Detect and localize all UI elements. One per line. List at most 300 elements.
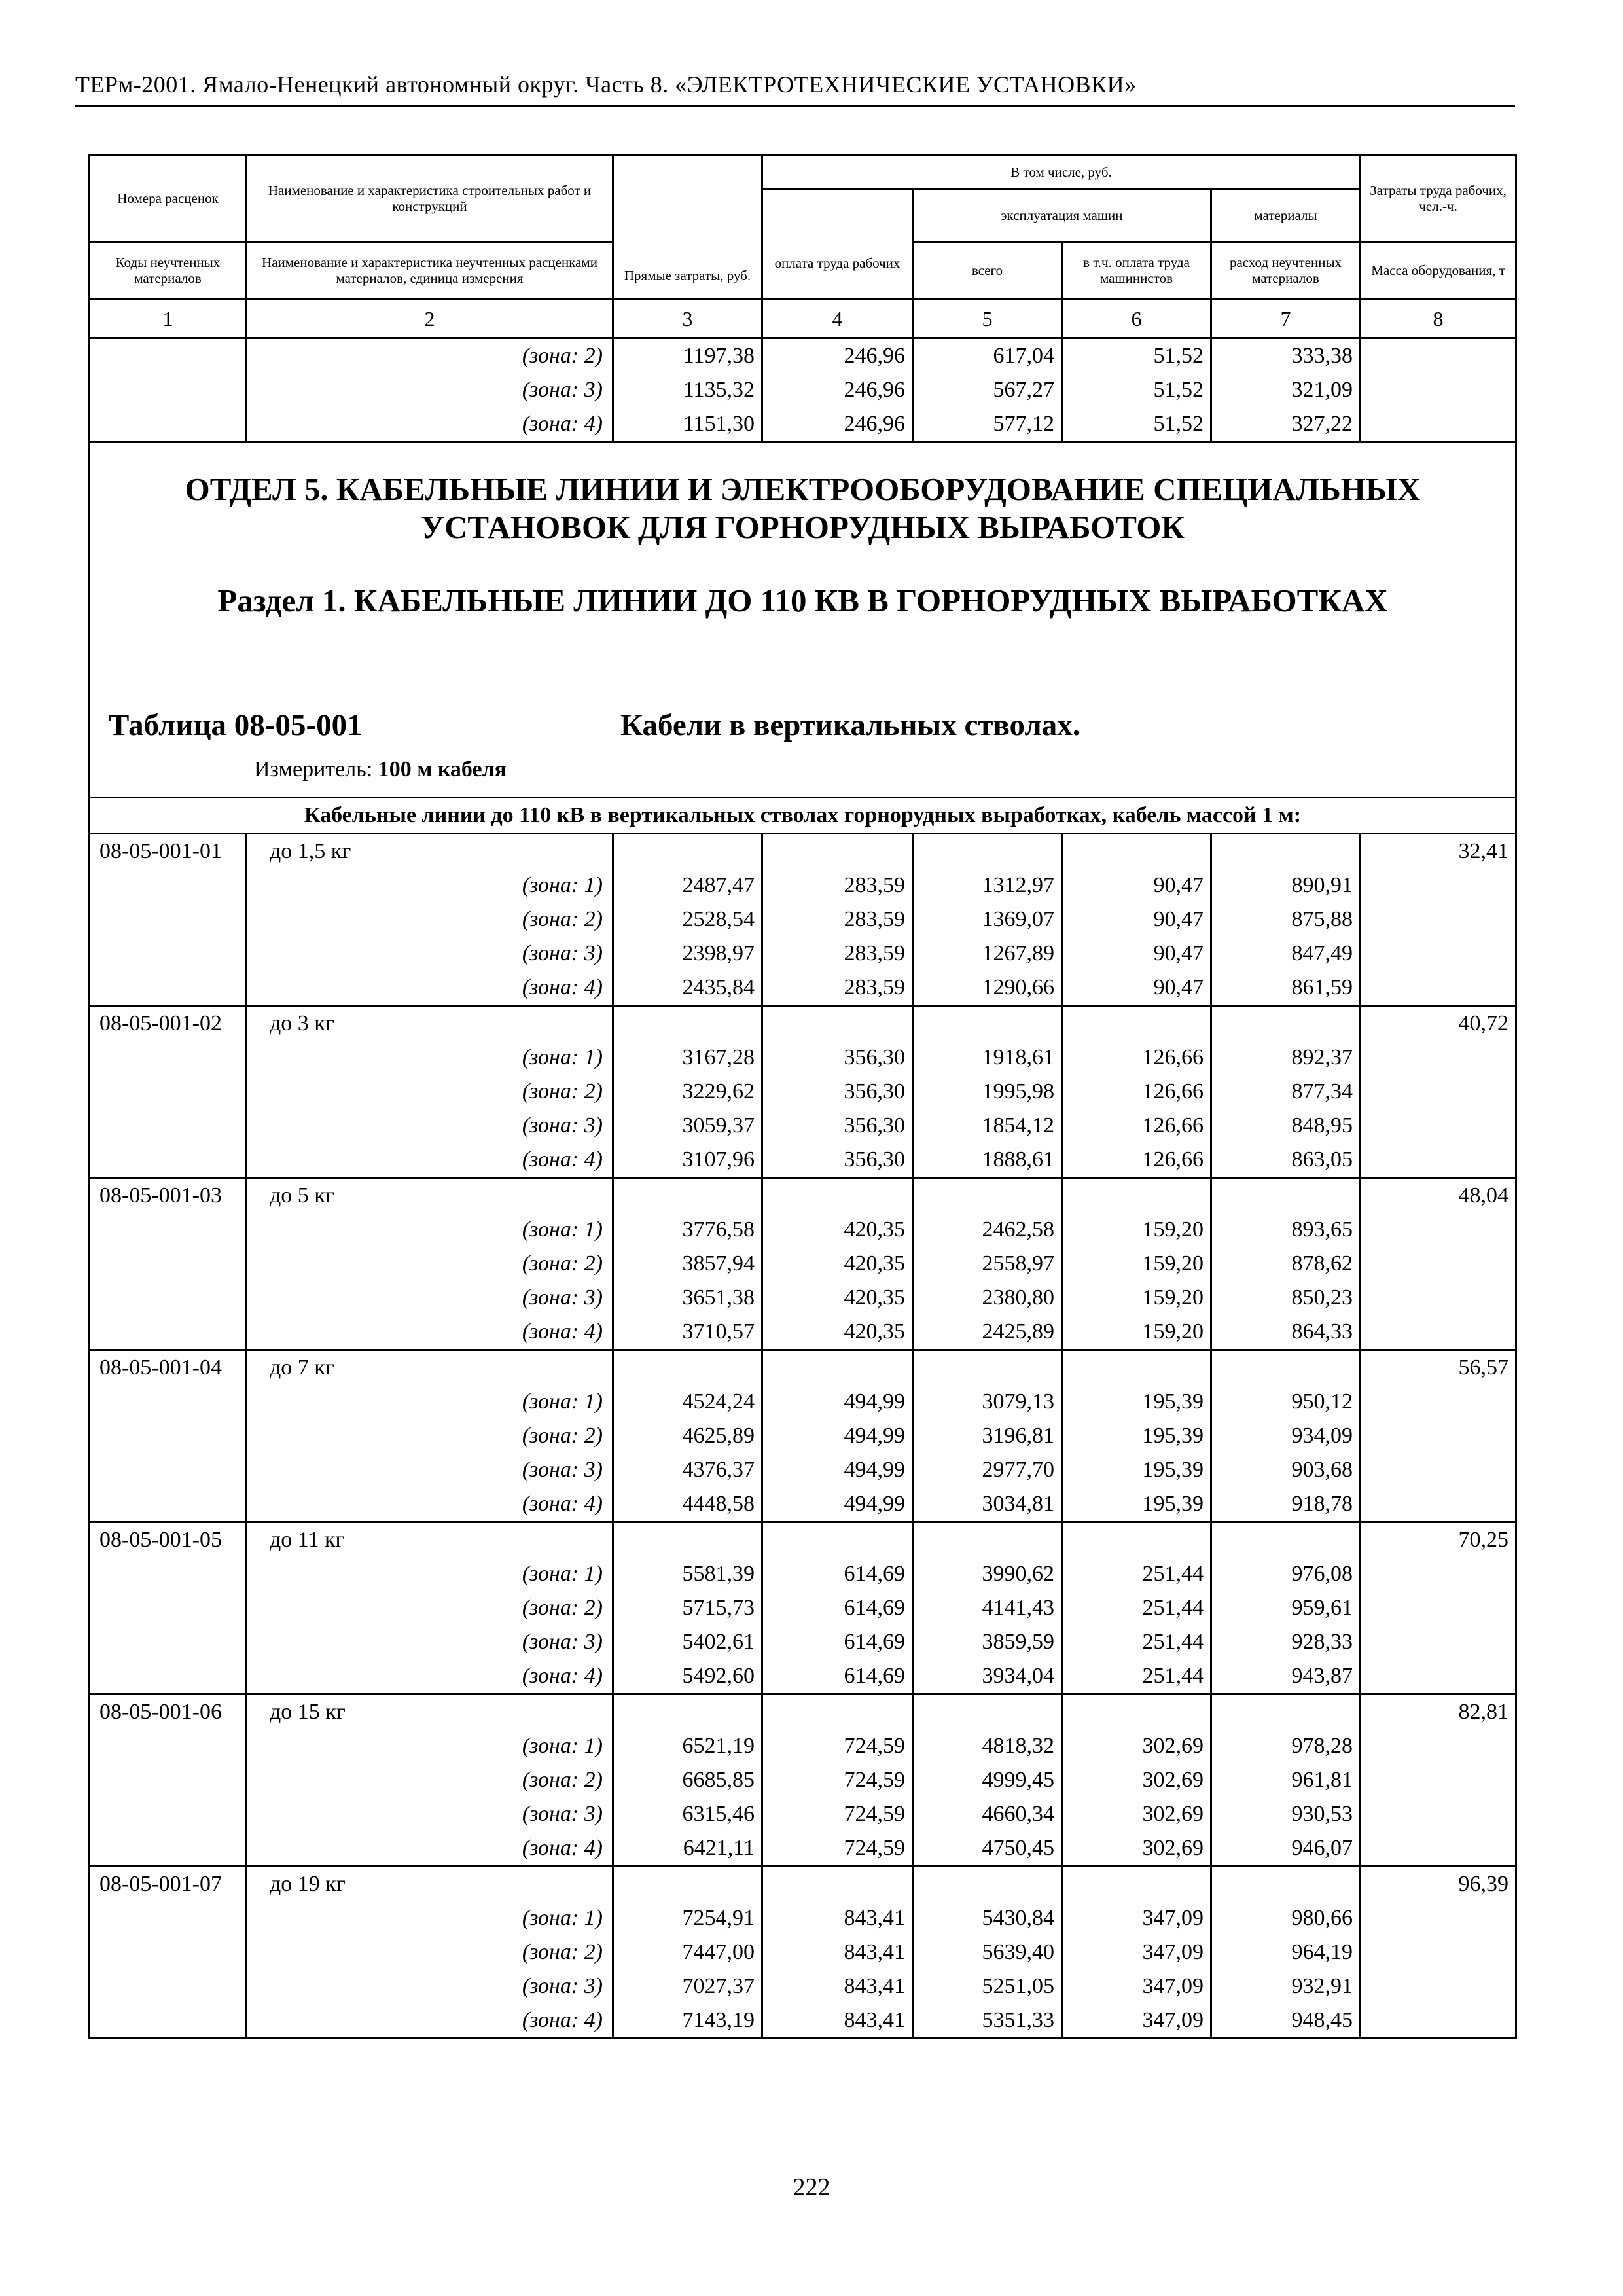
- machines-total-cell: 2425,89: [913, 1315, 1062, 1350]
- worker-pay-cell: 614,69: [762, 1625, 913, 1659]
- materials-cell: 976,08: [1211, 1557, 1361, 1591]
- table-caption: Кабельные линии до 110 кВ в вертикальных стволах горнорудных выработках, кабель массой 1 м:: [90, 798, 1516, 834]
- header-materials: материалы: [1211, 190, 1361, 242]
- zone-label: (зона: 2): [247, 1935, 613, 1969]
- rate-code: [90, 1247, 247, 1281]
- materials-cell: 863,05: [1211, 1143, 1361, 1178]
- unit-line: [254, 757, 507, 782]
- table-row: [90, 407, 1516, 442]
- operator-pay-cell: 251,44: [1062, 1591, 1211, 1625]
- worker-pay-cell: 724,59: [762, 1729, 913, 1763]
- machines-total-cell: 3079,13: [913, 1385, 1062, 1419]
- materials-cell: 964,19: [1211, 1935, 1361, 1969]
- empty-cell: [613, 1350, 762, 1386]
- direct-costs-cell: 3107,96: [613, 1143, 762, 1178]
- zone-label: (зона: 1): [247, 1385, 613, 1419]
- machines-total-cell: 1854,12: [913, 1109, 1062, 1143]
- rate-code: [90, 1797, 247, 1831]
- materials-cell: 934,09: [1211, 1419, 1361, 1453]
- operator-pay-cell: 251,44: [1062, 1659, 1211, 1695]
- machines-total-cell: 5639,40: [913, 1935, 1062, 1969]
- operator-pay-cell: 251,44: [1062, 1625, 1211, 1659]
- item-head-row: [90, 1350, 1516, 1386]
- rate-code: [90, 1385, 247, 1419]
- worker-pay-cell: 420,35: [762, 1281, 913, 1315]
- zone-label: (зона: 2): [247, 903, 613, 937]
- rate-code: [90, 1557, 247, 1591]
- operator-pay-cell: 195,39: [1062, 1385, 1211, 1419]
- operator-pay-cell: 126,66: [1062, 1143, 1211, 1178]
- materials-cell: 848,95: [1211, 1109, 1361, 1143]
- zone-label: (зона: 3): [247, 373, 613, 407]
- operator-pay-cell: 90,47: [1062, 903, 1211, 937]
- worker-pay-cell: 724,59: [762, 1763, 913, 1797]
- table-row: [90, 1729, 1516, 1763]
- machines-total-cell: 4660,34: [913, 1797, 1062, 1831]
- labor-cell: [1361, 1281, 1516, 1315]
- table-row: [90, 1625, 1516, 1659]
- header-material-codes: Коды неучтенных материалов: [90, 242, 247, 300]
- empty-cell: [913, 1350, 1062, 1386]
- labor-cell: [1361, 1213, 1516, 1247]
- operator-pay-cell: 126,66: [1062, 1041, 1211, 1075]
- labor-cell: [1361, 338, 1516, 374]
- empty-cell: [1211, 834, 1361, 869]
- machines-total-cell: 617,04: [913, 338, 1062, 374]
- header-operator-pay: в т.ч. оплата труда машинистов: [1062, 242, 1211, 300]
- empty-cell: [1062, 1350, 1211, 1386]
- empty-cell: [762, 1695, 913, 1730]
- header-material-consumption: расход неучтенных материалов: [1211, 242, 1361, 300]
- materials-cell: 918,78: [1211, 1487, 1361, 1522]
- direct-costs-cell: 5581,39: [613, 1557, 762, 1591]
- item-head-row: [90, 1522, 1516, 1558]
- item-head-row: [90, 1178, 1516, 1213]
- labor-cell: [1361, 1487, 1516, 1522]
- empty-cell: [1062, 1867, 1211, 1902]
- machines-total-cell: 1312,97: [913, 869, 1062, 903]
- direct-costs-cell: 4376,37: [613, 1453, 762, 1487]
- direct-costs-cell: 3710,57: [613, 1315, 762, 1350]
- machines-total-cell: 2977,70: [913, 1453, 1062, 1487]
- worker-pay-cell: 724,59: [762, 1797, 913, 1831]
- table-row: [90, 1385, 1516, 1419]
- materials-cell: 333,38: [1211, 338, 1361, 374]
- empty-cell: [1062, 1522, 1211, 1558]
- operator-pay-cell: 302,69: [1062, 1831, 1211, 1867]
- table-row: [90, 1315, 1516, 1350]
- materials-cell: 943,87: [1211, 1659, 1361, 1695]
- labor-cell: [1361, 903, 1516, 937]
- machines-total-cell: 3859,59: [913, 1625, 1062, 1659]
- direct-costs-cell: 2528,54: [613, 903, 762, 937]
- labor-cell: 56,57: [1361, 1350, 1516, 1386]
- direct-costs-cell: 1151,30: [613, 407, 762, 442]
- direct-costs-cell: 6685,85: [613, 1763, 762, 1797]
- direct-costs-cell: 3651,38: [613, 1281, 762, 1315]
- table-row: [90, 869, 1516, 903]
- labor-cell: [1361, 1659, 1516, 1695]
- empty-cell: [1211, 1867, 1361, 1902]
- operator-pay-cell: 51,52: [1062, 338, 1211, 374]
- table-row: [90, 1487, 1516, 1522]
- zone-label: (зона: 3): [247, 1109, 613, 1143]
- work-name: до 3 кг: [247, 1006, 613, 1041]
- zone-label: (зона: 2): [247, 1075, 613, 1109]
- worker-pay-cell: 356,30: [762, 1075, 913, 1109]
- column-number: 4: [762, 300, 913, 338]
- direct-costs-cell: 5402,61: [613, 1625, 762, 1659]
- machines-total-cell: 567,27: [913, 373, 1062, 407]
- machines-total-cell: 3934,04: [913, 1659, 1062, 1695]
- materials-cell: 878,62: [1211, 1247, 1361, 1281]
- machines-total-cell: 5351,33: [913, 2003, 1062, 2039]
- rate-code: 08-05-001-06: [90, 1695, 247, 1730]
- table-row: [90, 1591, 1516, 1625]
- operator-pay-cell: 159,20: [1062, 1213, 1211, 1247]
- empty-cell: [613, 1178, 762, 1213]
- direct-costs-cell: 3776,58: [613, 1213, 762, 1247]
- direct-costs-cell: 1197,38: [613, 338, 762, 374]
- empty-cell: [1062, 1178, 1211, 1213]
- direct-costs-cell: 3167,28: [613, 1041, 762, 1075]
- empty-cell: [762, 834, 913, 869]
- labor-cell: [1361, 1625, 1516, 1659]
- work-name: до 5 кг: [247, 1178, 613, 1213]
- empty-cell: [913, 1006, 1062, 1041]
- direct-costs-cell: 5715,73: [613, 1591, 762, 1625]
- rate-code: 08-05-001-02: [90, 1006, 247, 1041]
- rate-code: [90, 1453, 247, 1487]
- table-row: [90, 1041, 1516, 1075]
- zone-label: (зона: 3): [247, 937, 613, 971]
- materials-cell: 950,12: [1211, 1385, 1361, 1419]
- table-row: [90, 1797, 1516, 1831]
- rate-code: 08-05-001-01: [90, 834, 247, 869]
- table-row: [90, 903, 1516, 937]
- worker-pay-cell: 494,99: [762, 1385, 913, 1419]
- materials-cell: 946,07: [1211, 1831, 1361, 1867]
- zone-label: (зона: 1): [247, 1901, 613, 1935]
- rate-code: 08-05-001-04: [90, 1350, 247, 1386]
- worker-pay-cell: 420,35: [762, 1315, 913, 1350]
- header-work-name: Наименование и характеристика строительных работ и конструкций: [247, 156, 613, 242]
- labor-cell: [1361, 2003, 1516, 2039]
- empty-cell: [1211, 1350, 1361, 1386]
- table-row: [90, 971, 1516, 1006]
- rate-code: [90, 1213, 247, 1247]
- zone-label: (зона: 2): [247, 1591, 613, 1625]
- table-row: [90, 1557, 1516, 1591]
- operator-pay-cell: 195,39: [1062, 1487, 1211, 1522]
- rate-code: [90, 869, 247, 903]
- machines-total-cell: 3196,81: [913, 1419, 1062, 1453]
- operator-pay-cell: 302,69: [1062, 1763, 1211, 1797]
- labor-cell: [1361, 1901, 1516, 1935]
- zone-label: (зона: 4): [247, 1315, 613, 1350]
- zone-label: (зона: 4): [247, 407, 613, 442]
- direct-costs-cell: 1135,32: [613, 373, 762, 407]
- machines-total-cell: 1918,61: [913, 1041, 1062, 1075]
- direct-costs-cell: 4448,58: [613, 1487, 762, 1522]
- operator-pay-cell: 159,20: [1062, 1247, 1211, 1281]
- materials-cell: 948,45: [1211, 2003, 1361, 2039]
- table-row: [90, 1453, 1516, 1487]
- header-labor: Затраты труда рабочих, чел.-ч.: [1361, 156, 1516, 242]
- worker-pay-cell: 246,96: [762, 407, 913, 442]
- operator-pay-cell: 195,39: [1062, 1453, 1211, 1487]
- materials-cell: 930,53: [1211, 1797, 1361, 1831]
- table-row: [90, 1831, 1516, 1867]
- empty-cell: [613, 834, 762, 869]
- work-name: до 15 кг: [247, 1695, 613, 1730]
- section-header: [90, 442, 1516, 798]
- unit-label: Измеритель:: [254, 757, 373, 781]
- column-number: 7: [1211, 300, 1361, 338]
- work-name: до 7 кг: [247, 1350, 613, 1386]
- materials-cell: 961,81: [1211, 1763, 1361, 1797]
- machines-total-cell: 4999,45: [913, 1763, 1062, 1797]
- worker-pay-cell: 494,99: [762, 1453, 913, 1487]
- zone-label: (зона: 2): [247, 1763, 613, 1797]
- rate-code: [90, 1281, 247, 1315]
- direct-costs-cell: 2435,84: [613, 971, 762, 1006]
- rate-code: [90, 1831, 247, 1867]
- item-head-row: [90, 1695, 1516, 1730]
- machines-total-cell: 2558,97: [913, 1247, 1062, 1281]
- table-row: [90, 1969, 1516, 2003]
- empty-cell: [913, 1178, 1062, 1213]
- worker-pay-cell: 843,41: [762, 1969, 913, 2003]
- rate-code: [90, 1487, 247, 1522]
- rate-code: [90, 1419, 247, 1453]
- labor-cell: [1361, 1143, 1516, 1178]
- zone-label: (зона: 1): [247, 1213, 613, 1247]
- worker-pay-cell: 724,59: [762, 1831, 913, 1867]
- direct-costs-cell: 2398,97: [613, 937, 762, 971]
- header-equipment-mass: Масса оборудования, т: [1361, 242, 1516, 300]
- operator-pay-cell: 90,47: [1062, 937, 1211, 971]
- work-name: до 1,5 кг: [247, 834, 613, 869]
- table-row: [90, 1247, 1516, 1281]
- labor-cell: 40,72: [1361, 1006, 1516, 1041]
- machines-total-cell: 1995,98: [913, 1075, 1062, 1109]
- rate-code: [90, 1041, 247, 1075]
- machines-total-cell: 2462,58: [913, 1213, 1062, 1247]
- materials-cell: 847,49: [1211, 937, 1361, 971]
- machines-total-cell: 4141,43: [913, 1591, 1062, 1625]
- subsection-title: Раздел 1. КАБЕЛЬНЫЕ ЛИНИИ ДО 110 КВ В ГОРНОРУДНЫХ ВЫРАБОТКАХ: [217, 583, 1388, 619]
- table-row: [90, 1901, 1516, 1935]
- materials-cell: 877,34: [1211, 1075, 1361, 1109]
- worker-pay-cell: 494,99: [762, 1419, 913, 1453]
- rate-code: [90, 373, 247, 407]
- table-row: [90, 1213, 1516, 1247]
- direct-costs-cell: 6521,19: [613, 1729, 762, 1763]
- worker-pay-cell: 356,30: [762, 1041, 913, 1075]
- operator-pay-cell: 195,39: [1062, 1419, 1211, 1453]
- operator-pay-cell: 90,47: [1062, 869, 1211, 903]
- header-worker-pay: оплата труда рабочих: [762, 190, 913, 300]
- materials-cell: 850,23: [1211, 1281, 1361, 1315]
- rate-code: [90, 1935, 247, 1969]
- empty-cell: [913, 1695, 1062, 1730]
- rate-code: [90, 1315, 247, 1350]
- unit-value: 100 м кабеля: [378, 757, 507, 781]
- direct-costs-cell: 7143,19: [613, 2003, 762, 2039]
- column-number: 8: [1361, 300, 1516, 338]
- worker-pay-cell: 283,59: [762, 869, 913, 903]
- labor-cell: [1361, 1041, 1516, 1075]
- labor-cell: [1361, 1109, 1516, 1143]
- rate-code: [90, 338, 247, 374]
- worker-pay-cell: 843,41: [762, 2003, 913, 2039]
- direct-costs-cell: 5492,60: [613, 1659, 762, 1695]
- rate-code: [90, 407, 247, 442]
- worker-pay-cell: 283,59: [762, 971, 913, 1006]
- worker-pay-cell: 420,35: [762, 1213, 913, 1247]
- operator-pay-cell: 302,69: [1062, 1729, 1211, 1763]
- work-name: до 19 кг: [247, 1867, 613, 1902]
- table-row: [90, 2003, 1516, 2039]
- table-row: [90, 1763, 1516, 1797]
- zone-label: (зона: 1): [247, 1729, 613, 1763]
- labor-cell: [1361, 1419, 1516, 1453]
- labor-cell: [1361, 1729, 1516, 1763]
- labor-cell: [1361, 869, 1516, 903]
- machines-total-cell: 1290,66: [913, 971, 1062, 1006]
- column-number: 6: [1062, 300, 1211, 338]
- direct-costs-cell: 7254,91: [613, 1901, 762, 1935]
- labor-cell: [1361, 1591, 1516, 1625]
- worker-pay-cell: 283,59: [762, 903, 913, 937]
- labor-cell: [1361, 373, 1516, 407]
- table-row: [90, 1109, 1516, 1143]
- machines-total-cell: 4750,45: [913, 1831, 1062, 1867]
- machines-total-cell: 2380,80: [913, 1281, 1062, 1315]
- table-row: [90, 1419, 1516, 1453]
- empty-cell: [1062, 1006, 1211, 1041]
- empty-cell: [1211, 1522, 1361, 1558]
- header-machines: эксплуатация машин: [913, 190, 1211, 242]
- rate-code: [90, 1625, 247, 1659]
- direct-costs-cell: 4524,24: [613, 1385, 762, 1419]
- column-number: 5: [913, 300, 1062, 338]
- direct-costs-cell: 7027,37: [613, 1969, 762, 2003]
- empty-cell: [762, 1178, 913, 1213]
- zone-label: (зона: 2): [247, 1247, 613, 1281]
- column-number-row: [90, 300, 1516, 338]
- machines-total-cell: 5251,05: [913, 1969, 1062, 2003]
- empty-cell: [613, 1695, 762, 1730]
- header-including: В том числе, руб.: [762, 156, 1361, 190]
- rate-code: [90, 1901, 247, 1935]
- materials-cell: 893,65: [1211, 1213, 1361, 1247]
- worker-pay-cell: 420,35: [762, 1247, 913, 1281]
- operator-pay-cell: 51,52: [1062, 373, 1211, 407]
- materials-cell: 890,91: [1211, 869, 1361, 903]
- table-row: [90, 1281, 1516, 1315]
- operator-pay-cell: 159,20: [1062, 1315, 1211, 1350]
- table-number: Таблица 08-05-001: [109, 708, 363, 742]
- rate-code: [90, 1143, 247, 1178]
- header-rule: [75, 105, 1515, 107]
- labor-cell: [1361, 1557, 1516, 1591]
- labor-cell: 70,25: [1361, 1522, 1516, 1558]
- labor-cell: [1361, 1763, 1516, 1797]
- materials-cell: 892,37: [1211, 1041, 1361, 1075]
- zone-label: (зона: 3): [247, 1969, 613, 2003]
- machines-total-cell: 1267,89: [913, 937, 1062, 971]
- empty-cell: [613, 1522, 762, 1558]
- table-row: [90, 338, 1516, 374]
- rate-code: [90, 1075, 247, 1109]
- rate-code: [90, 971, 247, 1006]
- worker-pay-cell: 356,30: [762, 1109, 913, 1143]
- empty-cell: [613, 1006, 762, 1041]
- rate-code: [90, 1659, 247, 1695]
- zone-label: (зона: 4): [247, 1831, 613, 1867]
- item-head-row: [90, 1867, 1516, 1902]
- header-material-names: Наименование и характеристика неучтенных расценками материалов, единица измерения: [247, 242, 613, 300]
- operator-pay-cell: 126,66: [1062, 1109, 1211, 1143]
- materials-cell: 875,88: [1211, 903, 1361, 937]
- direct-costs-cell: 2487,47: [613, 869, 762, 903]
- materials-cell: 928,33: [1211, 1625, 1361, 1659]
- labor-cell: [1361, 971, 1516, 1006]
- zone-label: (зона: 2): [247, 1419, 613, 1453]
- worker-pay-cell: 843,41: [762, 1901, 913, 1935]
- machines-total-cell: 1888,61: [913, 1143, 1062, 1178]
- labor-cell: 96,39: [1361, 1867, 1516, 1902]
- empty-cell: [1062, 1695, 1211, 1730]
- zone-label: (зона: 4): [247, 1659, 613, 1695]
- zone-label: (зона: 3): [247, 1281, 613, 1315]
- worker-pay-cell: 283,59: [762, 937, 913, 971]
- machines-total-cell: 1369,07: [913, 903, 1062, 937]
- header-machines-total: всего: [913, 242, 1062, 300]
- labor-cell: [1361, 1935, 1516, 1969]
- column-number: 2: [247, 300, 613, 338]
- materials-cell: 978,28: [1211, 1729, 1361, 1763]
- column-number: 3: [613, 300, 762, 338]
- labor-cell: [1361, 1453, 1516, 1487]
- empty-cell: [913, 834, 1062, 869]
- empty-cell: [1211, 1178, 1361, 1213]
- rate-code: [90, 2003, 247, 2039]
- zone-label: (зона: 1): [247, 1557, 613, 1591]
- empty-cell: [762, 1867, 913, 1902]
- empty-cell: [762, 1006, 913, 1041]
- zone-label: (зона: 3): [247, 1797, 613, 1831]
- zone-label: (зона: 2): [247, 338, 613, 374]
- rate-code: [90, 1763, 247, 1797]
- materials-cell: 959,61: [1211, 1591, 1361, 1625]
- labor-cell: [1361, 1075, 1516, 1109]
- worker-pay-cell: 494,99: [762, 1487, 913, 1522]
- materials-cell: 980,66: [1211, 1901, 1361, 1935]
- operator-pay-cell: 347,09: [1062, 1901, 1211, 1935]
- labor-cell: 48,04: [1361, 1178, 1516, 1213]
- direct-costs-cell: 3229,62: [613, 1075, 762, 1109]
- worker-pay-cell: 246,96: [762, 373, 913, 407]
- header-row-1: [90, 156, 1516, 190]
- zone-label: (зона: 3): [247, 1625, 613, 1659]
- rate-code: [90, 1109, 247, 1143]
- labor-cell: [1361, 1315, 1516, 1350]
- worker-pay-cell: 614,69: [762, 1557, 913, 1591]
- materials-cell: 932,91: [1211, 1969, 1361, 2003]
